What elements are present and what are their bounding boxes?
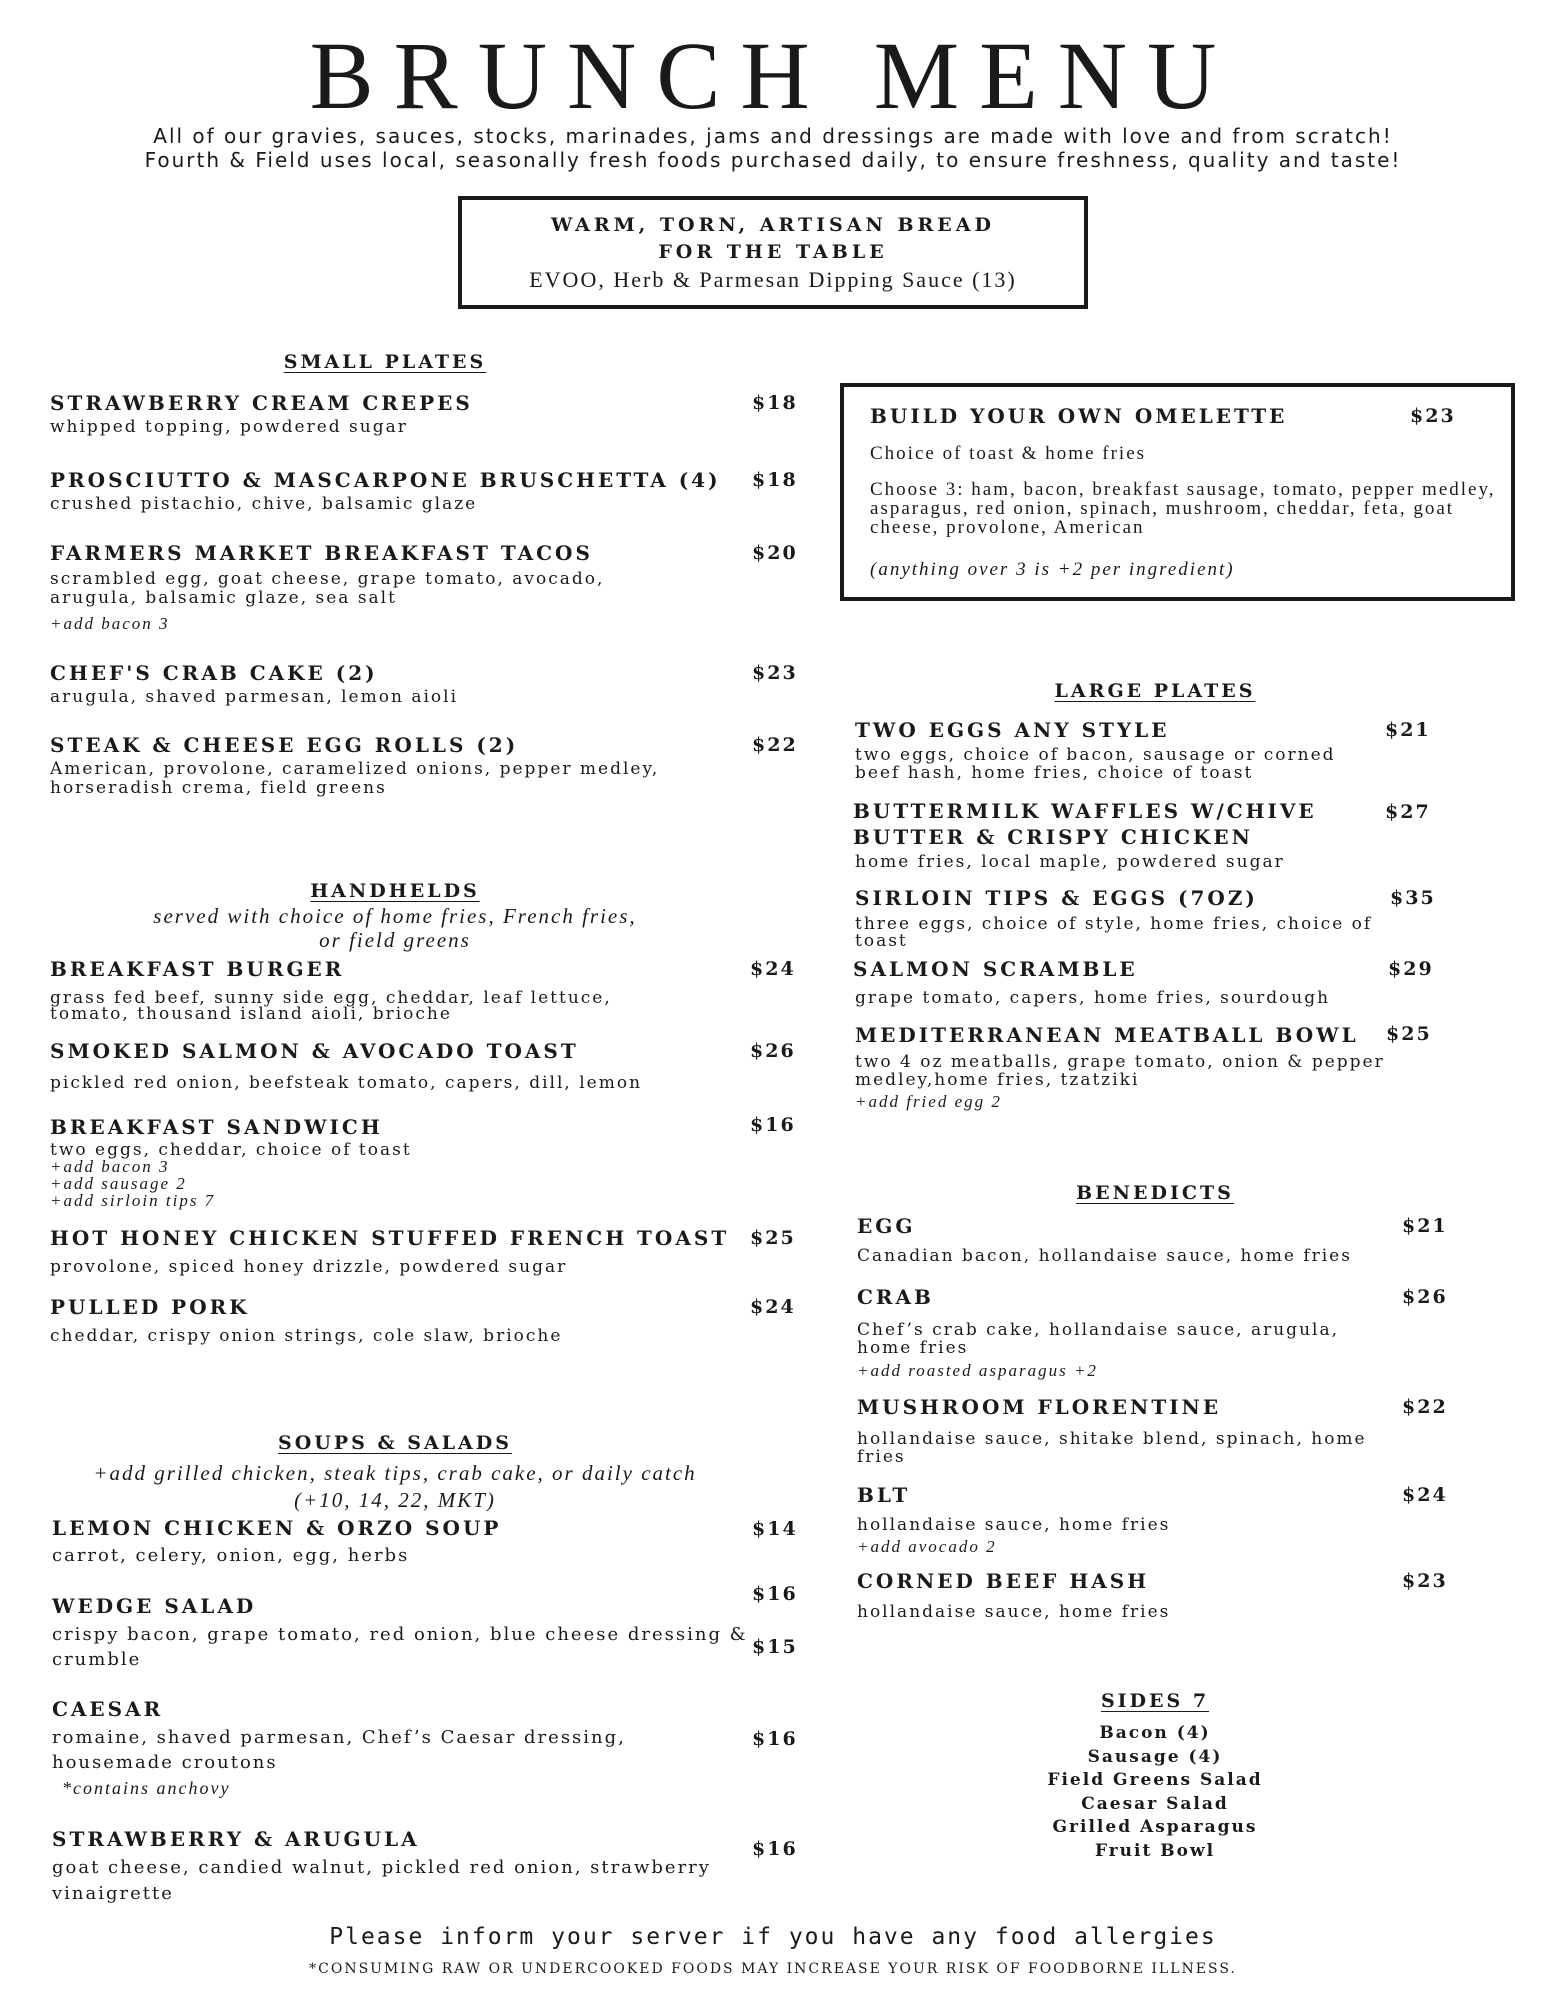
- omelette-line-1: Choice of toast & home fries: [870, 443, 1147, 464]
- item-price: $14: [752, 1518, 798, 1540]
- item-addon: +add sirloin tips 7: [50, 1191, 216, 1210]
- small-plates-heading: SMALL PLATES: [283, 351, 487, 373]
- item-name: BLT: [857, 1483, 911, 1507]
- soups-salads-heading: SOUPS & SALADS: [278, 1432, 512, 1454]
- item-price: $23: [1402, 1570, 1448, 1592]
- item-price: $26: [750, 1040, 796, 1062]
- item-price: $29: [1388, 958, 1434, 980]
- side-item: Bacon (4): [1099, 1723, 1211, 1743]
- item-description: crushed pistachio, chive, balsamic glaze: [50, 494, 478, 514]
- item-name: HOT HONEY CHICKEN STUFFED FRENCH TOAST: [50, 1226, 730, 1250]
- handhelds-note: served with choice of home fries, French fries, or field greens: [153, 904, 637, 952]
- item-name: MUSHROOM FLORENTINE: [857, 1395, 1222, 1419]
- item-name: CAESAR: [52, 1697, 164, 1721]
- item-price: $21: [1385, 719, 1431, 741]
- item-name: BREAKFAST SANDWICH: [50, 1115, 383, 1139]
- item-name: BREAKFAST BURGER: [50, 957, 345, 981]
- sides-list: [1000, 1722, 1310, 1863]
- item-description: goat cheese, candied walnut, pickled red onion, strawberry vinaigrette: [52, 1857, 711, 1904]
- item-addon: +add avocado 2: [857, 1537, 997, 1556]
- tagline-line-2: Fourth & Field uses local, seasonally fresh foods purchased daily, to ensure freshness, quality and taste!: [144, 148, 1402, 172]
- item-price: $27: [1385, 801, 1431, 823]
- item-description: American, provolone, caramelized onions, pepper medley, horseradish crema, field greens: [50, 759, 660, 798]
- item-name: CORNED BEEF HASH: [857, 1569, 1150, 1593]
- item-name: PULLED PORK: [50, 1295, 250, 1319]
- large-plates-heading: LARGE PLATES: [1054, 680, 1256, 702]
- bread-title-line-2: FOR THE TABLE: [658, 241, 888, 263]
- item-description: arugula, shaved parmesan, lemon aioli: [50, 687, 459, 707]
- foodborne-disclaimer: *CONSUMING RAW OR UNDERCOOKED FOODS MAY INCREASE YOUR RISK OF FOODBORNE ILLNESS.: [309, 1961, 1237, 1977]
- item-addon: +add roasted asparagus +2: [857, 1361, 1098, 1380]
- bread-box: [458, 196, 1088, 309]
- allergy-notice: Please inform your server if you have any food allergies: [329, 1924, 1217, 1950]
- item-price: $16: [750, 1114, 796, 1136]
- omelette-name: BUILD YOUR OWN OMELETTE: [870, 404, 1288, 428]
- item-name: CRAB: [857, 1285, 934, 1309]
- handhelds-heading: HANDHELDS: [310, 880, 480, 902]
- item-description: whipped topping, powdered sugar: [50, 417, 408, 437]
- item-name: MEDITERRANEAN MEATBALL BOWL: [855, 1023, 1359, 1047]
- item-price: $25: [750, 1227, 796, 1249]
- side-item: Field Greens Salad: [1047, 1770, 1263, 1790]
- item-name: SIRLOIN TIPS & EGGS (7OZ): [855, 886, 1258, 910]
- item-price: $35: [1390, 887, 1436, 909]
- item-name: SMOKED SALMON & AVOCADO TOAST: [50, 1039, 579, 1063]
- item-name: PROSCIUTTO & MASCARPONE BRUSCHETTA (4): [50, 468, 721, 492]
- item-addon: +add fried egg 2: [855, 1092, 1002, 1111]
- sides-heading: SIDES 7: [1100, 1690, 1210, 1712]
- item-price: $15: [752, 1636, 798, 1658]
- item-price: $18: [752, 469, 798, 491]
- item-description: romaine, shaved parmesan, Chef’s Caesar dressing, housemade croutons: [52, 1727, 626, 1773]
- item-description: Chef’s crab cake, hollandaise sauce, arugula, home fries: [857, 1320, 1339, 1358]
- omelette-line-2: Choose 3: ham, bacon, breakfast sausage, tomato, pepper medley, asparagus, red onion, spinach, mushroom, cheddar, feta, goat cheese, provolone, American: [870, 479, 1496, 538]
- item-name: WEDGE SALAD: [52, 1594, 257, 1618]
- bread-title-line-1: WARM, TORN, ARTISAN BREAD: [551, 214, 995, 236]
- item-description: pickled red onion, beefsteak tomato, capers, dill, lemon: [50, 1073, 643, 1093]
- item-price: $21: [1402, 1215, 1448, 1237]
- item-name: STRAWBERRY & ARUGULA: [52, 1827, 420, 1851]
- item-price: $26: [1402, 1286, 1448, 1308]
- item-description: scrambled egg, goat cheese, grape tomato, avocado, arugula, balsamic glaze, sea salt: [50, 569, 605, 608]
- item-name: EGG: [857, 1214, 916, 1238]
- omelette-line-3: (anything over 3 is +2 per ingredient): [870, 559, 1235, 580]
- item-price: $23: [752, 662, 798, 684]
- item-description: two 4 oz meatballs, grape tomato, onion & pepper medley,home fries, tzatziki: [855, 1052, 1385, 1090]
- item-addon: +add bacon 3: [50, 614, 170, 633]
- item-price: $24: [750, 958, 796, 980]
- item-price: $16: [752, 1728, 798, 1750]
- item-name: BUTTERMILK WAFFLES W/CHIVE BUTTER & CRISPY CHICKEN: [853, 799, 1317, 849]
- item-price: $18: [752, 392, 798, 414]
- item-name: FARMERS MARKET BREAKFAST TACOS: [50, 541, 593, 565]
- benedicts-heading: BENEDICTS: [1076, 1182, 1234, 1204]
- item-description: grape tomato, capers, home fries, sourdough: [855, 988, 1331, 1008]
- item-name: SALMON SCRAMBLE: [853, 957, 1138, 981]
- side-item: Grilled Asparagus: [1052, 1817, 1258, 1837]
- item-name: STRAWBERRY CREAM CREPES: [50, 391, 473, 415]
- item-description: three eggs, choice of style, home fries, choice of toast: [855, 914, 1373, 951]
- item-description: grass fed beef, sunny side egg, cheddar, leaf lettuce, tomato, thousand island aioli, brioche: [50, 988, 612, 1024]
- item-name: LEMON CHICKEN & ORZO SOUP: [52, 1516, 502, 1540]
- item-price: $16: [752, 1838, 798, 1860]
- item-description: hollandaise sauce, shitake blend, spinach, home fries: [857, 1429, 1367, 1467]
- item-addon: +add sausage 2: [50, 1174, 187, 1193]
- item-description: two eggs, choice of bacon, sausage or corned beef hash, home fries, choice of toast: [855, 745, 1336, 783]
- item-name: CHEF'S CRAB CAKE (2): [50, 661, 378, 685]
- item-price: $25: [1386, 1023, 1432, 1045]
- item-price: $22: [1402, 1396, 1448, 1418]
- item-description: carrot, celery, onion, egg, herbs: [52, 1545, 410, 1566]
- item-description: hollandaise sauce, home fries: [857, 1602, 1171, 1622]
- soups-salads-note-2: (+10, 14, 22, MKT): [294, 1488, 496, 1512]
- item-price: $24: [750, 1296, 796, 1318]
- item-description: home fries, local maple, powdered sugar: [855, 852, 1285, 872]
- item-price: $16: [752, 1583, 798, 1605]
- side-item: Caesar Salad: [1081, 1793, 1229, 1814]
- soups-salads-note-1: +add grilled chicken, steak tips, crab cake, or daily catch: [93, 1461, 697, 1485]
- omelette-box: [840, 383, 1515, 601]
- item-price: $20: [752, 542, 798, 564]
- omelette-price: $23: [1410, 405, 1456, 427]
- item-name: STEAK & CHEESE EGG ROLLS (2): [50, 733, 519, 757]
- side-item: Sausage (4): [1087, 1746, 1223, 1767]
- item-description: two eggs, cheddar, choice of toast: [50, 1140, 412, 1160]
- item-description: hollandaise sauce, home fries: [857, 1515, 1171, 1535]
- item-description: provolone, spiced honey drizzle, powdered sugar: [50, 1257, 568, 1277]
- item-addon: +add bacon 3: [50, 1157, 170, 1176]
- tagline-line-1: All of our gravies, sauces, stocks, marinades, jams and dressings are made with love and from scratch!: [153, 124, 1393, 148]
- menu-title: BRUNCH MENU: [309, 22, 1237, 129]
- item-description: crispy bacon, grape tomato, red onion, blue cheese dressing & crumble: [52, 1624, 748, 1670]
- item-description: cheddar, crispy onion strings, cole slaw, brioche: [50, 1326, 563, 1346]
- item-name: TWO EGGS ANY STYLE: [855, 718, 1170, 742]
- side-item: Fruit Bowl: [1094, 1840, 1216, 1861]
- item-price: $22: [752, 734, 798, 756]
- bread-description: EVOO, Herb & Parmesan Dipping Sauce (13): [529, 267, 1017, 292]
- item-price: $24: [1402, 1484, 1448, 1506]
- item-description: Canadian bacon, hollandaise sauce, home fries: [857, 1246, 1352, 1266]
- item-addon: *contains anchovy: [62, 1778, 231, 1798]
